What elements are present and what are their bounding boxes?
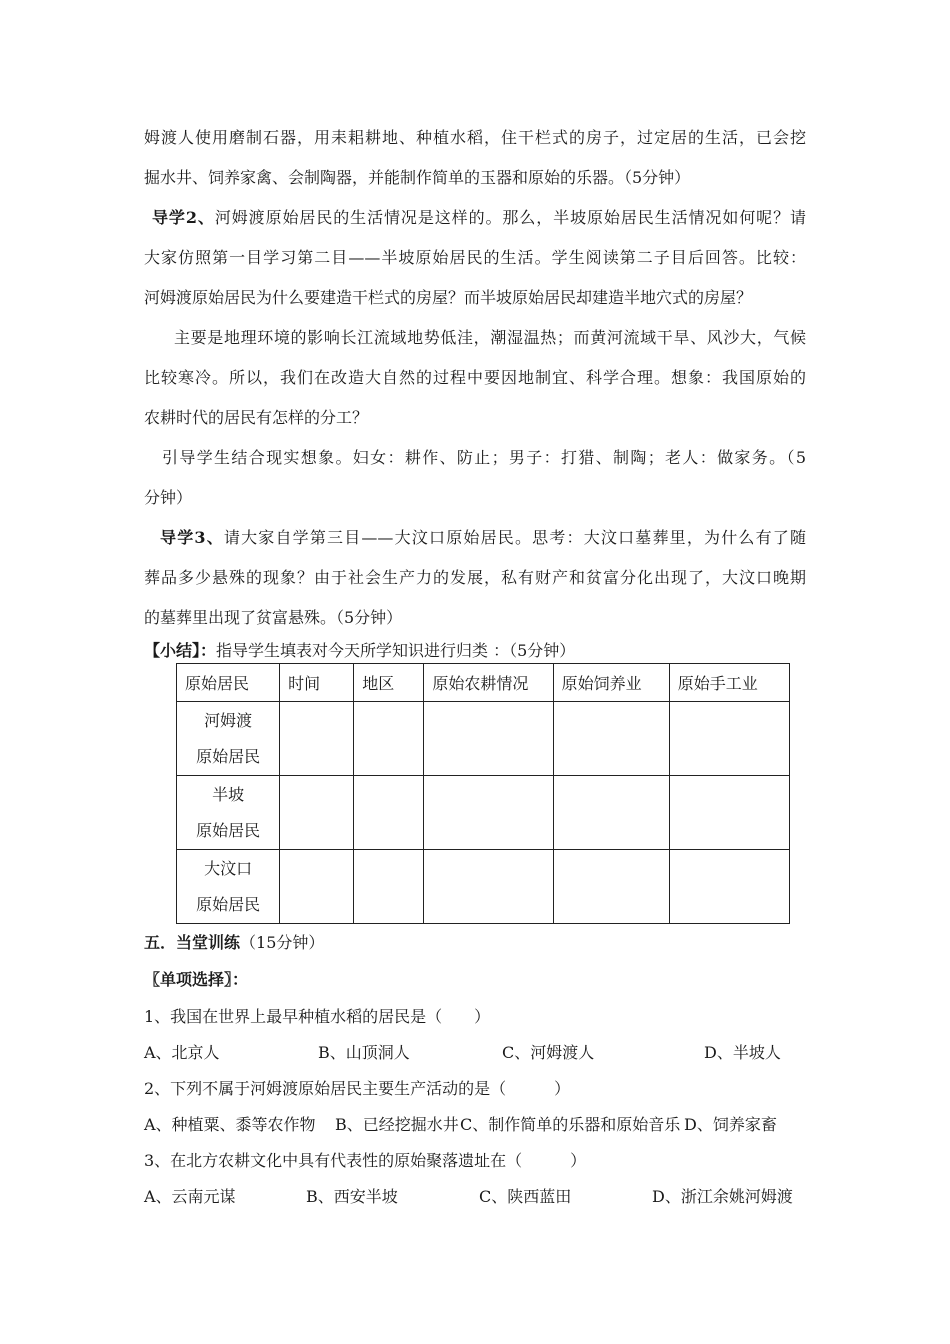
table-cell	[424, 850, 553, 924]
table-cell	[424, 702, 553, 776]
paragraph-line: 比较寒冷。所以，我们在改造大自然的过程中要因地制宜、科学合理。想象：我国原始的	[144, 368, 806, 387]
option: A、云南元谋	[144, 1187, 236, 1206]
table-header-cell: 原始农耕情况	[424, 664, 553, 702]
question-stem: 2、下列不属于河姆渡原始居民主要生产活动的是（ ）	[144, 1079, 571, 1098]
paragraph-line: 河姆渡原始居民为什么要建造干栏式的房屋？而半坡原始居民却建造半地穴式的房屋？	[144, 288, 753, 307]
section-5-title: 五．当堂训练	[144, 933, 241, 952]
table-cell	[669, 776, 789, 850]
option: B、西安半坡	[306, 1187, 398, 1206]
table-cell	[669, 850, 789, 924]
option: C、陕西蓝田	[479, 1187, 572, 1206]
question-stem: 1、我国在世界上最早种植水稻的居民是（ ）	[144, 1007, 491, 1026]
paragraph-line: 农耕时代的居民有怎样的分工？	[144, 408, 369, 427]
paragraph-line: 引导学生结合现实想象。妇女：耕作、防止；男子：打猎、制陶；老人：做家务。（5	[162, 448, 806, 467]
option: A、北京人	[144, 1043, 220, 1062]
table-header-cell: 原始居民	[177, 664, 280, 702]
table-cell	[553, 776, 669, 850]
option: D、饲养家畜	[684, 1115, 777, 1134]
paragraph-line: 大家仿照第一目学习第二目——半坡原始居民的生活。学生阅读第二子目后回答。比较：	[144, 248, 806, 267]
paragraph-line: 姆渡人使用磨制石器，用耒耜耕地、种植水稻，住干栏式的房子，过定居的生活，已会挖	[144, 128, 806, 147]
paragraph-line: 掘水井、饲养家禽、会制陶器，并能制作简单的玉器和原始的乐器。（5分钟）	[144, 168, 691, 187]
section-5-time: （15分钟）	[240, 933, 325, 952]
option: B、已经挖掘水井	[335, 1115, 459, 1134]
question-options	[144, 1043, 806, 1063]
option: C、河姆渡人	[502, 1043, 595, 1062]
guide-3-line: 导学3、请大家自学第三目——大汶口原始居民。思考：大汶口墓葬里，为什么有了随	[160, 528, 806, 547]
table-cell	[280, 702, 354, 776]
table-cell	[553, 702, 669, 776]
option: C、制作简单的乐器和原始音乐	[460, 1115, 681, 1134]
table-row-head: 半坡 原始居民	[177, 776, 280, 850]
table-header-cell: 原始手工业	[669, 664, 789, 702]
table-row	[177, 702, 790, 776]
guide-3-label: 导学3、	[160, 528, 224, 547]
table-cell	[354, 702, 424, 776]
paragraph-line: 的墓葬里出现了贫富悬殊。（5分钟）	[144, 608, 403, 627]
choice-heading: 〖单项选择〗：	[144, 970, 249, 989]
table-header-row	[177, 664, 790, 702]
table-row-head: 河姆渡 原始居民	[177, 702, 280, 776]
summary-text: 指导学生填表对今天所学知识进行归类 ：（5分钟）	[216, 641, 576, 660]
question-options	[144, 1187, 806, 1207]
paragraph-line: 主要是地理环境的影响长江流域地势低洼，潮湿温热；而黄河流域干旱、风沙大，气候	[174, 328, 806, 347]
option: D、半坡人	[704, 1043, 781, 1062]
table-row	[177, 850, 790, 924]
option: A、种植粟、黍等农作物	[144, 1115, 316, 1134]
table-header-cell: 时间	[280, 664, 354, 702]
table-cell	[553, 850, 669, 924]
table-row-head: 大汶口 原始居民	[177, 850, 280, 924]
summary-table	[176, 663, 790, 924]
table-row	[177, 776, 790, 850]
table-cell	[354, 776, 424, 850]
table-cell	[424, 776, 553, 850]
paragraph-line: 葬品多少悬殊的现象？由于社会生产力的发展，私有财产和贫富分化出现了，大汶口晚期	[144, 568, 806, 587]
option: D、浙江余姚河姆渡	[652, 1187, 793, 1206]
table-cell	[354, 850, 424, 924]
summary-line	[144, 641, 575, 661]
option: B、山顶洞人	[318, 1043, 410, 1062]
question-options	[144, 1115, 806, 1135]
paragraph-line: 分钟）	[144, 488, 193, 507]
guide-2-label: 导学2、	[152, 208, 215, 227]
table-cell	[669, 702, 789, 776]
section-5-heading	[144, 933, 324, 953]
table-header-cell: 原始饲养业	[553, 664, 669, 702]
guide-2-line: 导学2、河姆渡原始居民的生活情况是这样的。那么，半坡原始居民生活情况如何呢？请	[152, 208, 806, 227]
summary-label: 【小结】：	[144, 641, 217, 660]
table-cell	[280, 850, 354, 924]
table-header-cell: 地区	[354, 664, 424, 702]
question-stem: 3、在北方农耕文化中具有代表性的原始聚落遗址在（ ）	[144, 1151, 587, 1170]
table-cell	[280, 776, 354, 850]
